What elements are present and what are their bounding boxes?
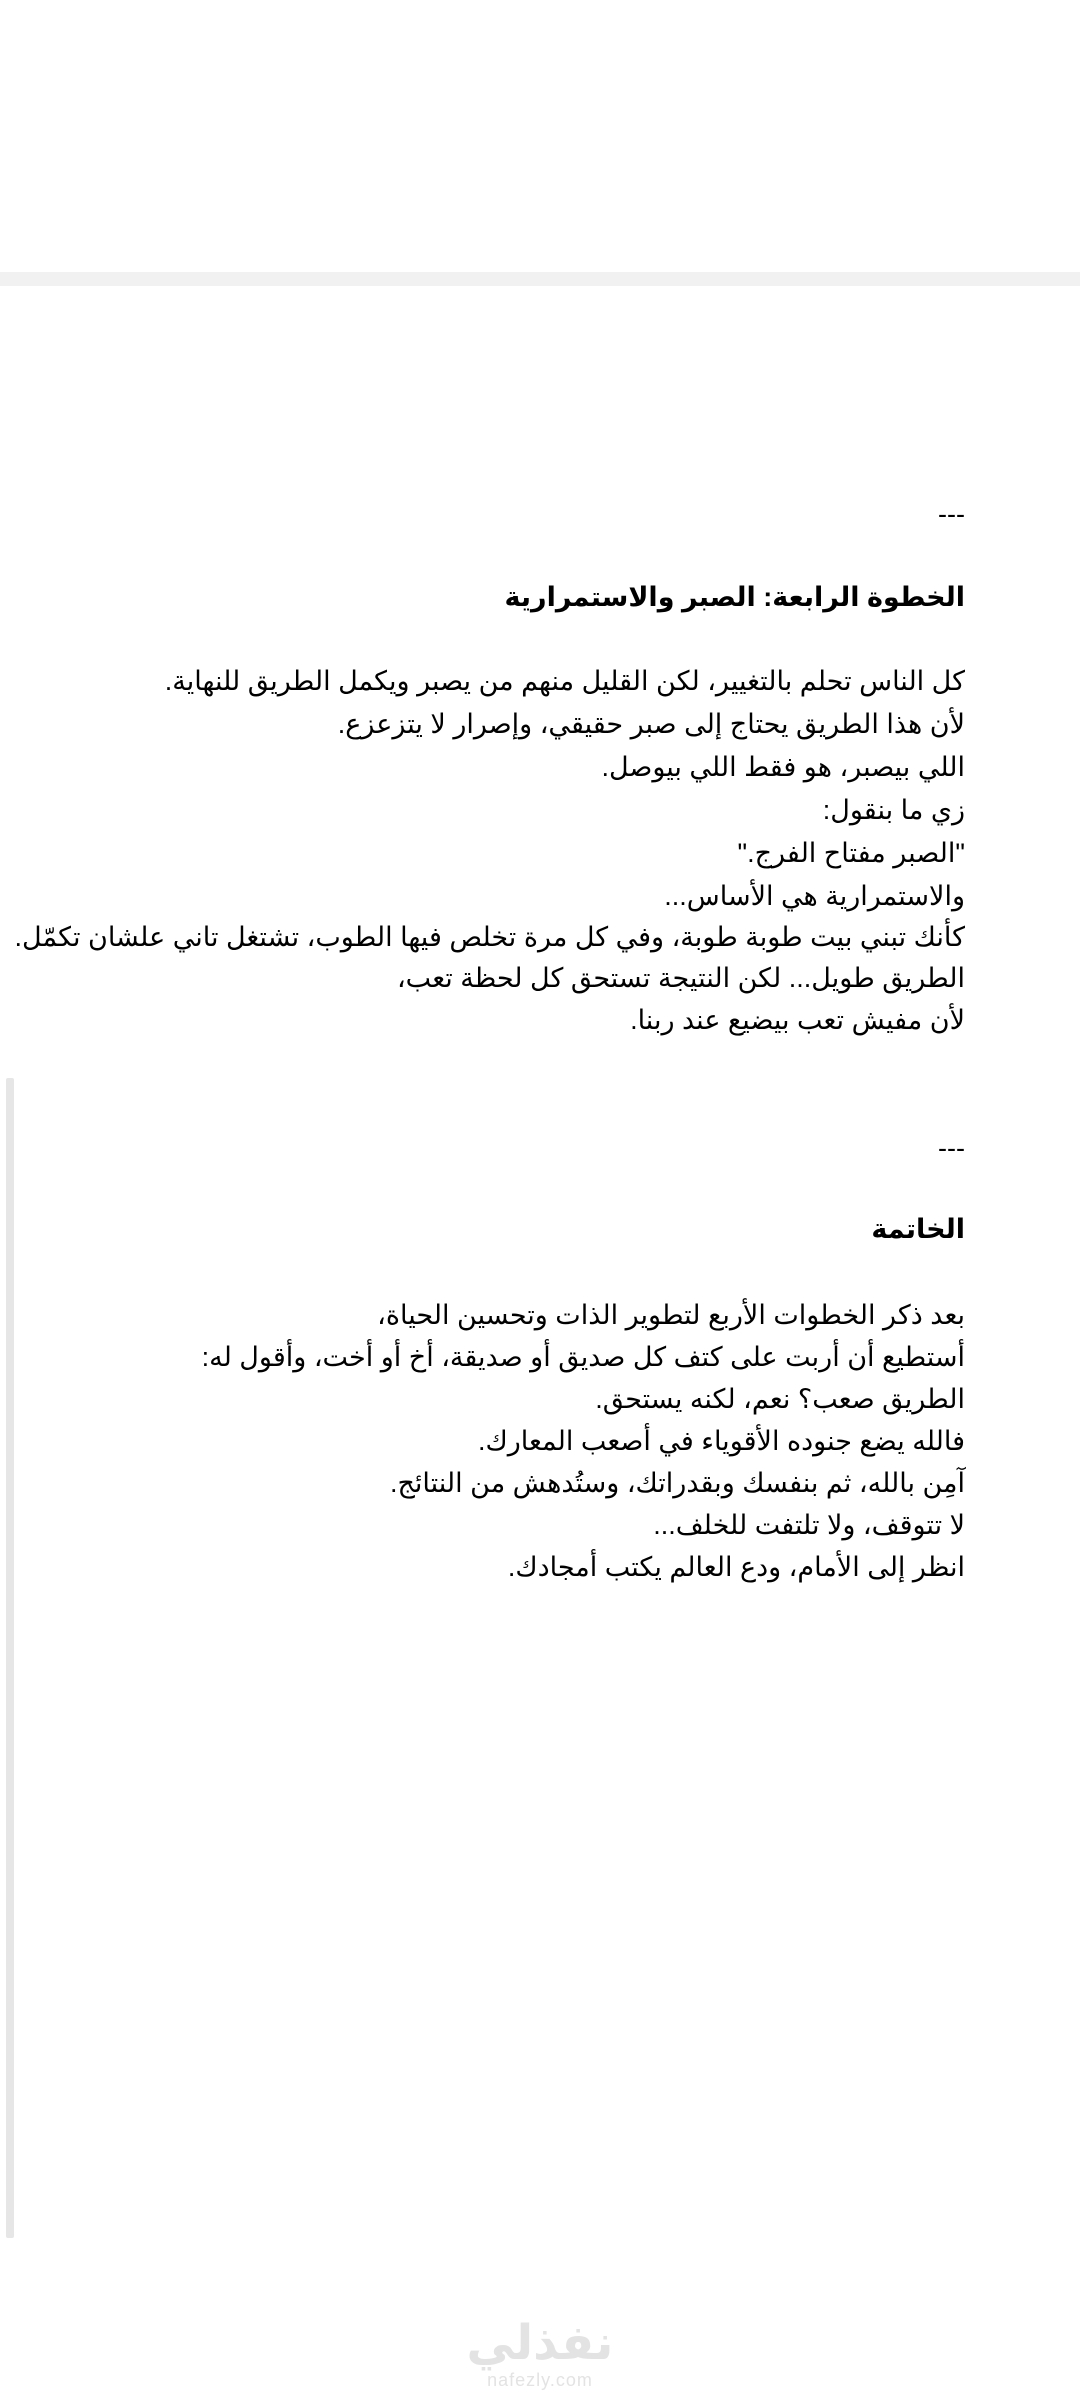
paragraph-line: اللي بيصبر، هو فقط اللي بيوصل. <box>601 752 965 782</box>
paragraph-line: لأن مفيش تعب بيضيع عند ربنا. <box>630 1005 965 1035</box>
watermark-latin: nafezly.com <box>487 2370 593 2390</box>
paragraph-line: انظر إلى الأمام، ودع العالم يكتب أمجادك. <box>507 1552 965 1582</box>
watermark-logo <box>0 2318 1080 2390</box>
section-separator: --- <box>938 1133 965 1163</box>
scroll-indicator <box>6 1078 14 2238</box>
paragraph-line: أستطيع أن أربت على كتف كل صديق أو صديقة، أخ أو أخت، وأقول له: <box>201 1342 965 1372</box>
paragraph-line: لا تتوقف، ولا تلتفت للخلف... <box>653 1510 965 1540</box>
paragraph-line: الطريق صعب؟ نعم، لكنه يستحق. <box>595 1384 965 1414</box>
paragraph-line: والاستمرارية هي الأساس... <box>664 881 965 911</box>
top-divider <box>0 272 1080 286</box>
section-heading-conclusion: الخاتمة <box>871 1214 965 1244</box>
section-heading-step4: الخطوة الرابعة: الصبر والاستمرارية <box>504 582 965 612</box>
paragraph-line: الطريق طويل... لكن النتيجة تستحق كل لحظة تعب، <box>396 963 965 993</box>
section-separator: --- <box>938 499 965 529</box>
paragraph-line: فالله يضع جنوده الأقوياء في أصعب المعارك. <box>478 1426 965 1456</box>
paragraph-line: كأنك تبني بيت طوبة طوبة، وفي كل مرة تخلص فيها الطوب، تشتغل تاني علشان تكمّل. <box>14 922 965 952</box>
watermark-arabic: نفذلي <box>466 2317 614 2370</box>
paragraph-line: بعد ذكر الخطوات الأربع لتطوير الذات وتحسين الحياة، <box>377 1300 965 1330</box>
paragraph-line: زي ما بنقول: <box>822 795 965 825</box>
paragraph-line: آمِن بالله، ثم بنفسك وبقدراتك، وستُدهش من النتائج. <box>389 1468 965 1498</box>
paragraph-line: كل الناس تحلم بالتغيير، لكن القليل منهم من يصبر ويكمل الطريق للنهاية. <box>164 666 965 696</box>
paragraph-line: "الصبر مفتاح الفرج." <box>737 838 965 868</box>
paragraph-line: لأن هذا الطريق يحتاج إلى صبر حقيقي، وإصرار لا يتزعزع. <box>337 709 965 739</box>
